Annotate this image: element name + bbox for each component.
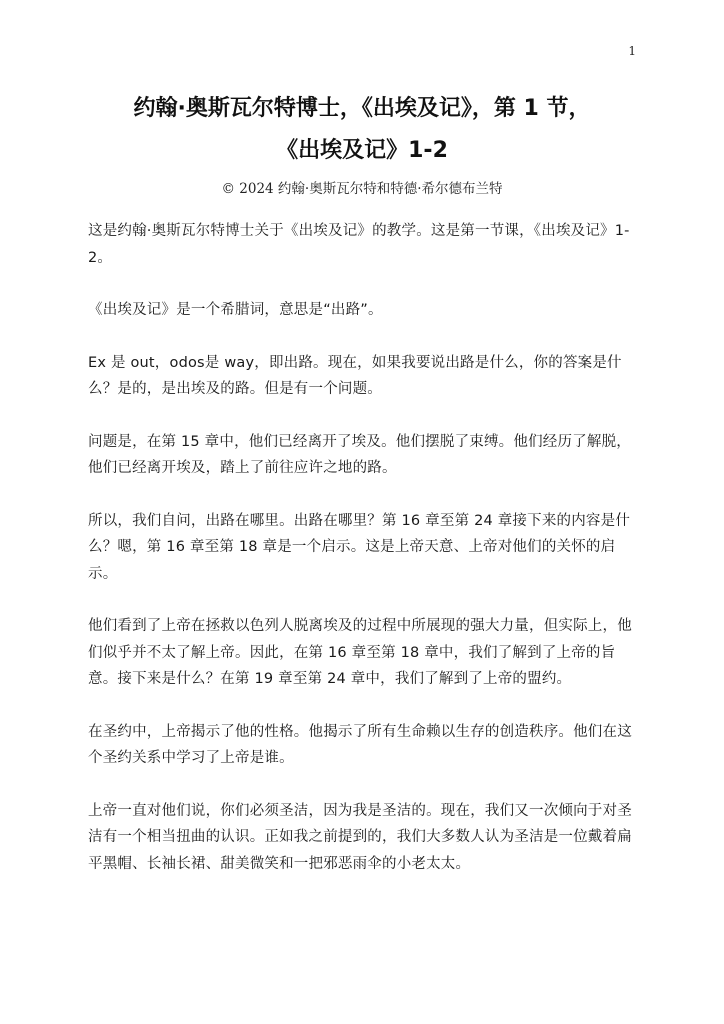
paragraph: 问题是，在第 15 章中，他们已经离开了埃及。他们摆脱了束缚。他们经历了解脱，他们已经离开埃及，踏上了前往应许之地的路。 xyxy=(88,433,631,476)
page-number: 1 xyxy=(628,44,636,58)
title-line-1: 约翰·奥斯瓦尔特博士，《出埃及记》，第 1 节， xyxy=(133,96,591,121)
paragraph: 这是约翰·奥斯瓦尔特博士关于《出埃及记》的教学。这是第一节课，《出埃及记》1-2。 xyxy=(88,223,630,266)
paragraph: 所以，我们自问，出路在哪里。出路在哪里？第 16 章至第 24 章接下来的内容是什么？嗯，第 16 章至第 18 章是一个启示。这是上帝天意、上帝对他们的关怀的启示。 xyxy=(88,512,631,582)
document-title xyxy=(60,88,664,172)
paragraph: 上帝一直对他们说，你们必须圣洁，因为我是圣洁的。现在，我们又一次倾向于对圣洁有一个相当扭曲的认识。正如我之前提到的，我们大多数人认为圣洁是一位戴着扁平黑帽、长袖长裙、甜美微笑和一把邪恶雨伞的小老太太。 xyxy=(88,802,632,872)
paragraph: Ex 是 out，odos是 way，即出路。现在，如果我要说出路是什么，你的答案是什么？是的，是出埃及的路。但是有一个问题。 xyxy=(88,354,622,397)
copyright-line: © 2024 约翰·奥斯瓦尔特和特德·希尔德布兰特 xyxy=(221,181,503,197)
paragraph: 《出埃及记》是一个希腊词，意思是“出路”。 xyxy=(88,302,383,318)
document-body xyxy=(88,218,638,903)
paragraph: 在圣约中，上帝揭示了他的性格。他揭示了所有生命赖以生存的创造秩序。他们在这个圣约关系中学习了上帝是谁。 xyxy=(88,723,632,766)
title-line-2: 《出埃及记》1-2 xyxy=(276,138,448,163)
paragraph: 他们看到了上帝在拯救以色列人脱离埃及的过程中所展现的强大力量，但实际上，他们似乎并不太了解上帝。因此，在第 16 章至第 18 章中，我们了解到了上帝的旨意。接下来是什么？在第 19 章至第 24 章中，我们了解到了上帝的盟约。 xyxy=(88,618,632,687)
